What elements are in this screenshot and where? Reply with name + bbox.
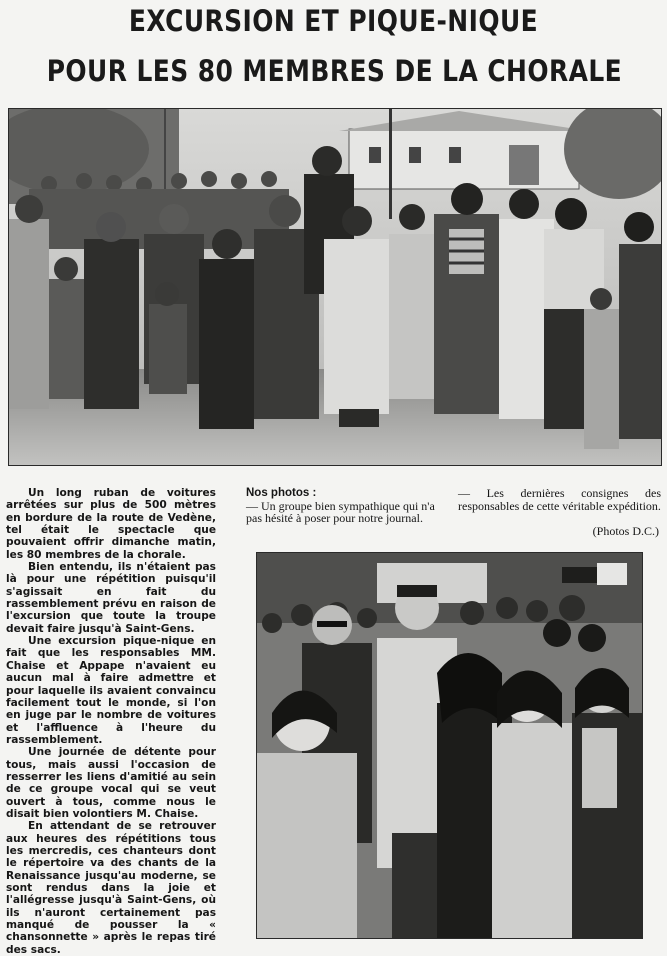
photo-caption-second: — Les dernières consignes des responsables de cette véritable expédition. bbox=[458, 486, 661, 513]
article-paragraph: Une excursion pique-nique en fait que les responsables MM. Chaise et Appape n'avaient eu aucun mal à faire admettre et pour laquelle ils avaient convaincu facilement tout le monde, si l'on en juge par le nombre de voitures et l'affluence à l'heure du rassemblement. bbox=[6, 635, 216, 746]
article-body bbox=[6, 487, 216, 956]
group-photo bbox=[8, 108, 662, 466]
article-paragraph: Un long ruban de voitures arrêtées sur plus de 500 mètres en bordure de la route de Vedène, tel était le spectacle que pouvaient offrir dimanche matin, les 80 membres de la chorale. bbox=[6, 487, 216, 561]
article-paragraph: Une journée de détente pour tous, mais aussi l'occasion de resserrer les liens d'amitié au sein de ce groupe vocal qui se veut ouvert à tous, comme nous le disait bien volontiers M. Chaise. bbox=[6, 746, 216, 820]
photo-credit: (Photos D.C.) bbox=[592, 524, 659, 538]
headline-line-2: POUR LES 80 MEMBRES DE LA CHORALE bbox=[46, 54, 623, 88]
caption-title: Nos photos : bbox=[246, 487, 317, 499]
caption-text: — Un groupe bien sympathique qui n'a pas hésité à poser pour notre journal. bbox=[246, 498, 435, 525]
article-paragraph: En attendant de se retrouver aux heures des répétitions tous les mercredis, ces chanteurs dont le répertoire va des chants de la Renaissance jusqu'au moderne, se sont rendus dans la joie et l'allégresse jusqu'à Saint-Gens, où ils n'auront certainement pas manqué de pousser la « chansonnette » après le repas tiré des sacs. bbox=[6, 820, 216, 956]
headline-line-1: EXCURSION ET PIQUE-NIQUE bbox=[128, 4, 539, 38]
photo-caption bbox=[246, 487, 441, 525]
instructions-photo bbox=[256, 552, 643, 939]
article-paragraph: Bien entendu, ils n'étaient pas là pour une répétition puisqu'il s'agissait en fait du rassemblement prévu en raison de l'excursion que toute la troupe devait faire jusqu'à Saint-Gens. bbox=[6, 561, 216, 635]
